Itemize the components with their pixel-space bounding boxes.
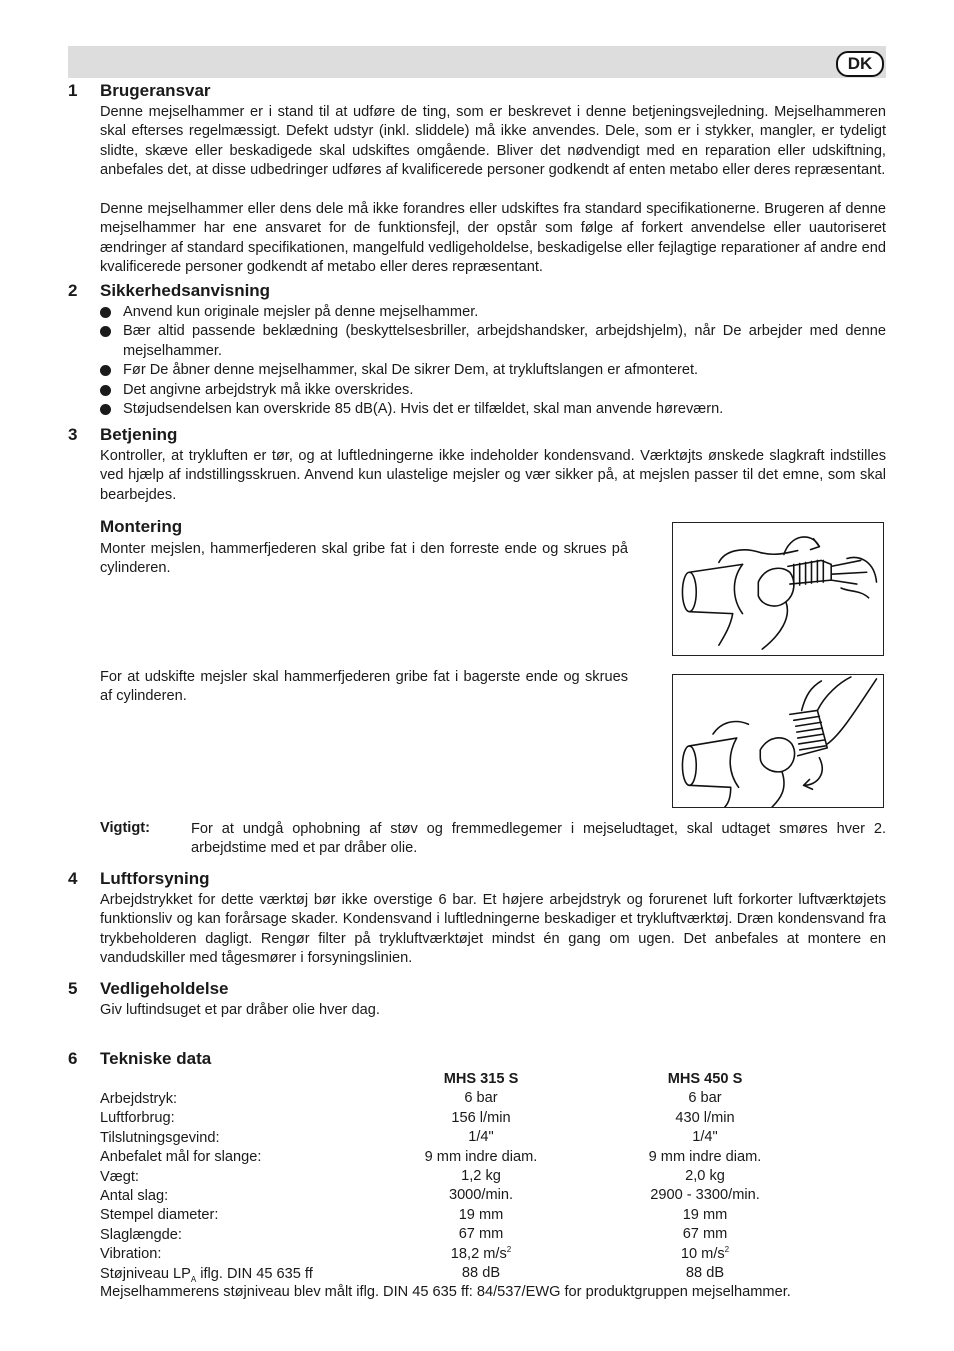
spec-value-noise: 88 dB	[685, 1264, 725, 1281]
spec-label: Tilslutningsgevind:	[100, 1129, 220, 1146]
bullet-dot-icon	[100, 307, 111, 318]
section-1-paragraph-1: Denne mejselhammer er i stand til at udføre de ting, som er beskrevet i denne betjeningsvejledning. Mejselhammeren skal efterses regelmæssigt. Defekt udstyr (inkl. sliddele) må ikke anvendes. Dele, som er i stykker, mangler, er tydeligt slidte, skæve eller beskadigede skal udskiftes omgående. Bliver det nødvendigt med en reparation eller udskiftning, anbefales det, at disse udbedringer udføres af kvalificerede personer godkendt af enten metabo eller deres repræsentant.	[100, 104, 886, 179]
model-a-header: MHS 315 S	[443, 1071, 519, 1087]
montering-paragraph-1: Monter mejslen, hammerfjederen skal gribe fat i den forreste ende og skrues på cylinderen.	[100, 541, 628, 577]
montering-paragraph-2: For at udskifte mejsler skal hammerfjederen gribe fat i bagerste ende og skrues af cylinderen.	[100, 669, 628, 705]
section-3-title: Betjening	[100, 425, 178, 444]
noise-footnote: Mejselhammerens støjniveau blev målt iflg. DIN 45 635 ff: 84/537/EWG for produktgruppen mejselhammer.	[100, 1284, 791, 1300]
spec-label: Slaglængde:	[100, 1226, 182, 1243]
section-4-paragraph: Arbejdstrykket for dette værktøj bør ikke overstige 6 bar. Et højere arbejdstryk og forurenet luft forkorter luftværktøjets funktionsliv og kan forårsage skader. Kondensvand i luftledningerne beskadiger et trykluftværktøj. Dræn kondensvand fra trykbeholderen dagligt. Rengør filter på trykluftværktøjet mindst én gang om ugen. Det anbefales at montere en vandudskiller med tågesmører i forsyningslinien.	[100, 892, 886, 967]
bullet-dot-icon	[100, 385, 111, 396]
section-4-title: Luftforsyning	[100, 869, 210, 888]
section-5-title: Vedligeholdelse	[100, 979, 229, 998]
important-note-text: For at undgå ophobning af støv og fremmedlegemer i mejseludtaget, skal udtaget smøres hver 2. arbejdstime med et par dråber olie.	[191, 821, 886, 857]
spec-value: 6 bar	[688, 1090, 722, 1107]
section-2-number: 2	[68, 281, 78, 300]
bullet-dot-icon	[100, 365, 111, 376]
spec-value: 2900 - 3300/min.	[650, 1187, 760, 1204]
spec-label: Arbejdstryk:	[100, 1091, 178, 1107]
section-6-number: 6	[68, 1049, 78, 1068]
important-note-label: Vigtigt:	[100, 820, 150, 836]
spec-label: Vægt:	[100, 1168, 139, 1185]
spec-value-noise: 88 dB	[461, 1264, 501, 1281]
spec-value: 19 mm	[682, 1206, 728, 1223]
bullet-dot-icon	[100, 326, 111, 337]
section-5-paragraph: Giv luftindsuget et par dråber olie hver dag.	[100, 1002, 380, 1018]
spec-value: 67 mm	[682, 1226, 728, 1243]
bullet-item: Anvend kun originale mejsler på denne mejselhammer.	[100, 303, 886, 322]
bullet-item: Før De åbner denne mejselhammer, skal De sikrer Dem, at trykluftslangen er afmonteret.	[100, 361, 886, 380]
spec-labels-column	[100, 1090, 313, 1284]
spec-label: Luftforbrug:	[100, 1110, 175, 1127]
spec-value: 156 l/min	[451, 1109, 511, 1126]
section-1-title: Brugeransvar	[100, 81, 211, 100]
safety-bullet-list	[100, 303, 886, 419]
model-b-header: MHS 450 S	[667, 1071, 743, 1087]
spec-column-model-a	[400, 1070, 562, 1283]
montering-title: Montering	[100, 517, 183, 536]
spec-value: 1/4"	[692, 1129, 718, 1146]
spec-value: 9 mm indre diam.	[424, 1148, 538, 1165]
section-1-number: 1	[68, 81, 78, 100]
removal-illustration	[672, 674, 884, 808]
bullet-item: Bær altid passende beklædning (beskyttelsesbriller, arbejdshandsker, arbejdshjelm), når De arbejder med denne mejselhammer.	[100, 322, 886, 361]
spec-value: 6 bar	[464, 1090, 498, 1107]
language-badge: DK	[836, 51, 884, 77]
spec-value: 1/4"	[468, 1129, 494, 1146]
hand-mounting-chisel-icon	[673, 523, 883, 655]
spec-label: Antal slag:	[100, 1187, 169, 1204]
spec-label: Anbefalet mål for slange:	[100, 1149, 262, 1166]
section-3-number: 3	[68, 425, 78, 444]
section-2-title: Sikkerhedsanvisning	[100, 281, 271, 300]
hand-removing-chisel-icon	[673, 675, 883, 807]
bullet-item: Det angivne arbejdstryk må ikke overskrides.	[100, 381, 886, 400]
spec-label: Vibration:	[100, 1246, 162, 1263]
spec-value: 430 l/min	[675, 1109, 735, 1126]
mounting-illustration	[672, 522, 884, 656]
spec-value: 9 mm indre diam.	[648, 1148, 762, 1165]
section-3-paragraph: Kontroller, at trykluften er tør, og at luftledningerne ikke indeholder kondensvand. Værktøjts ønskede slagkraft indstilles ved hjælp af indstillingsskruen. Anvend kun ulastelige mejsler og vær sikker på, at mejslen passer til det emne, som skal bearbejdes.	[100, 448, 886, 503]
bullet-dot-icon	[100, 404, 111, 415]
spec-value-vibration: 10 $m/s^2$	[680, 1244, 730, 1262]
spec-value: 2,0 kg	[685, 1167, 725, 1184]
header-bar	[68, 46, 886, 78]
spec-value-vibration: 18,2 $m/s^2$	[450, 1244, 512, 1262]
spec-label-noise: Støjniveau $LP_A$ iflg. DIN 45 635 ff	[100, 1265, 313, 1284]
section-4-number: 4	[68, 869, 78, 888]
spec-column-model-b	[620, 1070, 790, 1283]
bullet-item: Støjudsendelsen kan overskride 85 dB(A). Hvis det er tilfældet, skal man anvende høreværn.	[100, 400, 886, 419]
spec-label: Stempel diameter:	[100, 1207, 219, 1224]
section-6-title: Tekniske data	[100, 1049, 212, 1068]
spec-value: 19 mm	[458, 1206, 504, 1223]
section-1-paragraph-2: Denne mejselhammer eller dens dele må ikke forandres eller udskiftes fra standard specifikationerne. Brugeren af denne mejselhammer har ene ansvaret for de funktionsfejl, der opstår som følge af forkert anvendelse eller uautoriseret ændringer af standard specifikationen, mangelfuld vedligeholdelse, beskadigelse eller fejlagtige reparationer af andre end kvalificerede personer godkendt af metabo eller deres repræsentant.	[100, 201, 886, 276]
spec-value: 3000/min.	[448, 1187, 514, 1204]
spec-value: 1,2 kg	[461, 1167, 501, 1184]
spec-value: 67 mm	[458, 1226, 504, 1243]
section-5-number: 5	[68, 979, 78, 998]
